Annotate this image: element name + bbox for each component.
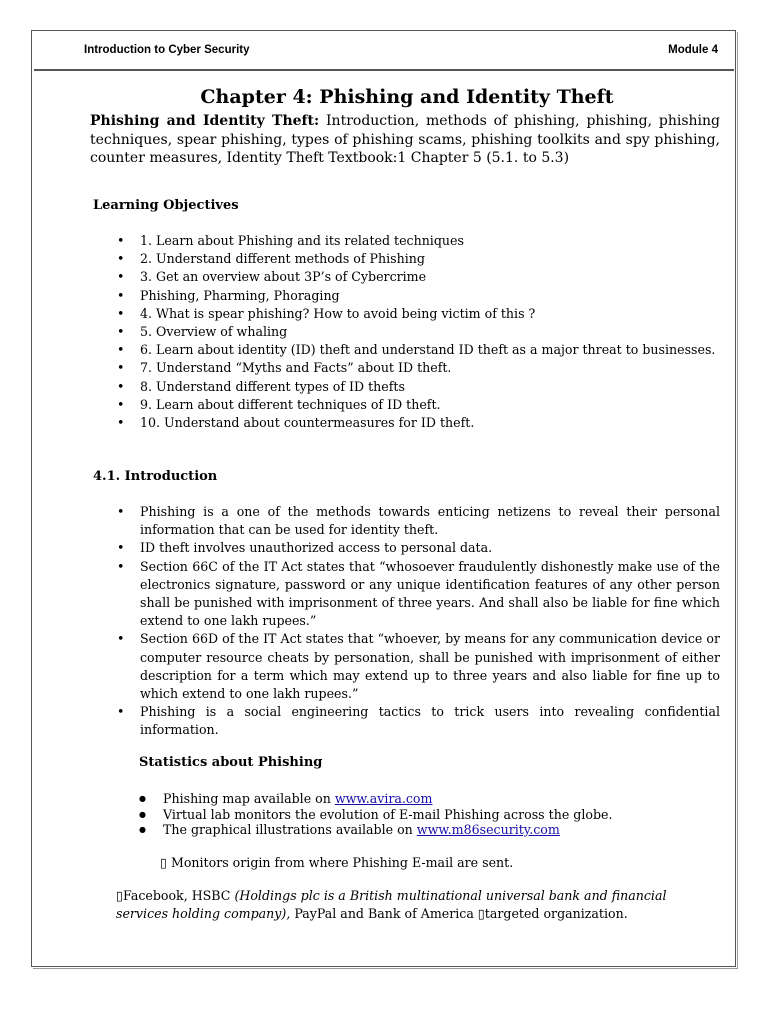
- intro-text: Introduction, methods of phishing, phishing, phishing techniques, spear phishing, types of phishing scams, phishing toolkits and spy phishing, counter measures, Identity Theft Textbook:1 Chapter 5 (5.1. to 5.3): [90, 113, 720, 166]
- targets-tail-a: PayPal and Bank of America: [290, 906, 478, 921]
- targets-tail-b: targeted organization.: [484, 906, 628, 921]
- monitors-line: [160, 854, 513, 872]
- introduction-list: [117, 503, 720, 740]
- statistics-list: [139, 791, 719, 838]
- list-item: • ID theft involves unauthorized access to personal data.: [117, 539, 720, 557]
- list-item: • 1. Learn about Phishing and its related techniques: [117, 232, 720, 250]
- missing-glyph-box: ▯: [477, 906, 485, 921]
- page-header: [84, 44, 718, 56]
- list-item: • Section 66D of the IT Act states that “whoever, by means for any communication device or computer resource cheats by personation, shall be punished with imprisonment of either description for a term which may extend up to three years and also liable for fine up to which extend to one lakh rupees.”: [117, 630, 720, 703]
- list-item: • 6. Learn about identity (ID) theft and understand ID theft as a major threat to businesses.: [117, 341, 720, 359]
- list-item: [139, 807, 719, 823]
- targets-italic-note: (Holdings plc is a British multinational universal bank and financial services holding company),: [116, 888, 667, 921]
- list-item: • 2. Understand different methods of Phishing: [117, 250, 720, 268]
- list-item: • 9. Learn about different techniques of ID theft.: [117, 396, 720, 414]
- chapter-intro-paragraph: [90, 112, 720, 168]
- list-item: • Phishing is a social engineering tactics to trick users into revealing confidential information.: [117, 703, 720, 739]
- missing-glyph-box: ▯: [116, 888, 123, 903]
- learning-objectives-list: [117, 232, 720, 432]
- statistics-heading: Statistics about Phishing: [139, 755, 323, 770]
- list-item: • 8. Understand different types of ID thefts: [117, 378, 720, 396]
- header-course-title: Introduction to Cyber Security: [84, 44, 250, 56]
- list-item: • Phishing, Pharming, Phoraging: [117, 287, 720, 305]
- list-item: [139, 791, 719, 807]
- list-item: • 3. Get an overview about 3P’s of Cybercrime: [117, 268, 720, 286]
- header-module-label: Module 4: [668, 44, 718, 56]
- list-item: • 5. Overview of whaling: [117, 323, 720, 341]
- chapter-title: Chapter 4: Phishing and Identity Theft: [200, 86, 614, 108]
- stat-text: The graphical illustrations available on: [163, 822, 417, 837]
- intro-bold-lead: Phishing and Identity Theft:: [90, 113, 320, 129]
- learning-objectives-heading: Learning Objectives: [93, 198, 239, 213]
- list-item: [139, 822, 719, 838]
- avira-link[interactable]: www.avira.com: [334, 791, 433, 806]
- header-divider: [34, 69, 734, 71]
- stat-text: Phishing map available on: [163, 791, 335, 806]
- introduction-heading: 4.1. Introduction: [93, 469, 218, 484]
- list-item: • Phishing is a one of the methods towards enticing netizens to reveal their personal information that can be used for identity theft.: [117, 503, 720, 539]
- targeted-organizations-paragraph: [116, 887, 716, 923]
- list-item: • 7. Understand “Myths and Facts” about ID theft.: [117, 359, 720, 377]
- list-item: • 4. What is spear phishing? How to avoid being victim of this ?: [117, 305, 720, 323]
- monitors-text: Monitors origin from where Phishing E-mail are sent.: [166, 855, 514, 870]
- stat-text: Virtual lab monitors the evolution of E-mail Phishing across the globe.: [163, 806, 613, 822]
- list-item: • 10. Understand about countermeasures for ID theft.: [117, 414, 720, 432]
- m86security-link[interactable]: www.m86security.com: [416, 822, 560, 837]
- list-item: • Section 66C of the IT Act states that “whosoever fraudulently dishonestly make use of the electronics signature, password or any unique identification features of any other person shall be punished with imprisonment of three years. And shall also be liable for fine which extend to one lakh rupees.”: [117, 558, 720, 631]
- missing-glyph-box: ▯: [160, 855, 167, 870]
- targets-lead: Facebook, HSBC: [122, 888, 235, 903]
